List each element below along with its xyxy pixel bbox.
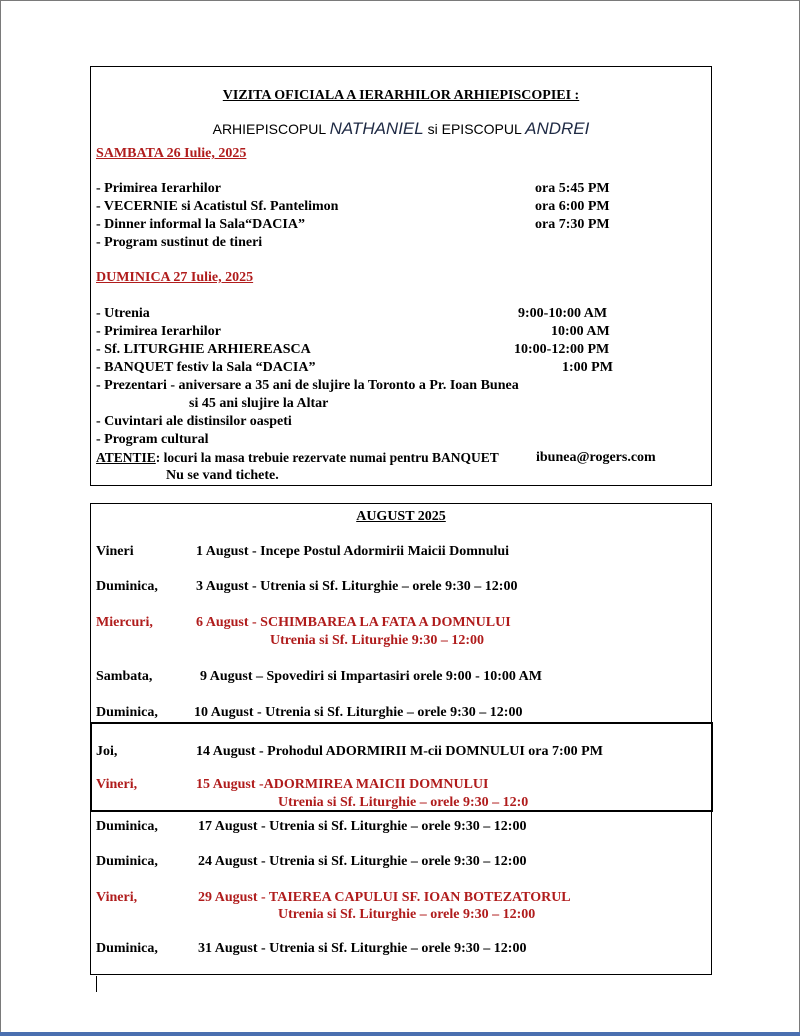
august-heading: AUGUST 2025 — [356, 509, 446, 524]
august-event: 15 August -ADORMIREA MAICII DOMNULUI — [196, 777, 489, 792]
text-cursor — [96, 976, 97, 992]
day1-item: - Primirea Ierarhilor — [96, 181, 221, 196]
day2-item-time: 1:00 PM — [562, 360, 613, 375]
august-event: 9 August – Spovediri si Impartasiri orele 9:00 - 10:00 AM — [200, 669, 542, 684]
day2-item: - BANQUET festiv la Sala “DACIA” — [96, 360, 316, 375]
day2-item-time: 9:00-10:00 AM — [518, 306, 608, 321]
august-event-detail: Utrenia si Sf. Liturghie – orele 9:30 – 12:0 — [278, 795, 529, 810]
august-event: 31 August - Utrenia si Sf. Liturghie – orele 9:30 – 12:00 — [198, 941, 527, 956]
day2-item: - Prezentari - aniversare a 35 ani de slujire la Toronto a Pr. Ioan Bunea — [96, 378, 519, 393]
contact-email[interactable]: ibunea@rogers.com — [536, 450, 656, 465]
august-event: 17 August - Utrenia si Sf. Liturghie – orele 9:30 – 12:00 — [198, 819, 527, 834]
day2-item: - Utrenia — [96, 306, 150, 321]
day1-item: - Program sustinut de tineri — [96, 235, 263, 250]
day1-heading: SAMBATA 26 Iulie, 2025 — [96, 146, 247, 161]
august-day: Miercuri, — [96, 615, 153, 630]
hierarchs-name-1: NATHANIEL — [329, 119, 424, 138]
august-day: Duminica, — [96, 941, 158, 956]
august-event: 6 August - SCHIMBAREA LA FATA A DOMNULUI — [196, 615, 511, 630]
day2-item: si 45 ani slujire la Altar — [189, 396, 329, 411]
no-tickets-note: Nu se vand tichete. — [166, 468, 279, 483]
day2-item: - Program cultural — [96, 432, 209, 447]
day2-item-time: 10:00 AM — [551, 324, 610, 339]
hierarchs-text-b: si EPISCOPUL — [423, 121, 526, 137]
attention-label: ATENTIE — [96, 450, 156, 465]
august-day: Duminica, — [96, 854, 158, 869]
hierarchs-line — [90, 121, 712, 137]
visit-heading: VIZITA OFICIALA A IERARHILOR ARHIEPISCOPIEI : — [222, 88, 580, 103]
day2-item: - Sf. LITURGHIE ARHIEREASCA — [96, 342, 311, 357]
august-day: Vineri, — [96, 777, 138, 792]
august-event: 29 August - TAIEREA CAPULUI SF. IOAN BOTEZATORUL — [198, 890, 571, 905]
august-day: Vineri, — [96, 890, 138, 905]
day2-heading: DUMINICA 27 Iulie, 2025 — [96, 270, 254, 285]
august-day: Duminica, — [96, 579, 158, 594]
august-day: Vineri — [96, 544, 134, 559]
day1-item-time: ora 5:45 PM — [535, 181, 610, 196]
august-day: Duminica, — [96, 705, 158, 720]
hierarchs-name-2: ANDREI — [525, 119, 590, 138]
day2-item: - Cuvintari ale distinsilor oaspeti — [96, 414, 292, 429]
day2-item: - Primirea Ierarhilor — [96, 324, 221, 339]
august-day: Joi, — [96, 744, 118, 759]
august-event-detail: Utrenia si Sf. Liturghie – orele 9:30 – 12:00 — [278, 907, 536, 922]
day1-item-time: ora 6:00 PM — [535, 199, 610, 214]
attention-line — [96, 450, 499, 466]
august-day: Duminica, — [96, 819, 158, 834]
august-event: 3 August - Utrenia si Sf. Liturghie – orele 9:30 – 12:00 — [196, 579, 518, 594]
august-event: 24 August - Utrenia si Sf. Liturghie – orele 9:30 – 12:00 — [198, 854, 527, 869]
august-event: 1 August - Incepe Postul Adormirii Maicii Domnului — [196, 544, 510, 559]
hierarchs-text-a: ARHIEPISCOPUL — [212, 121, 330, 137]
august-event-detail: Utrenia si Sf. Liturghie 9:30 – 12:00 — [270, 633, 485, 648]
august-event: 10 August - Utrenia si Sf. Liturghie – orele 9:30 – 12:00 — [194, 705, 523, 720]
august-event: 14 August - Prohodul ADORMIRII M-cii DOMNULUI ora 7:00 PM — [196, 744, 603, 759]
day1-item-time: ora 7:30 PM — [535, 217, 610, 232]
day2-item-time: 10:00-12:00 PM — [514, 342, 610, 357]
window-bottom-edge — [0, 1032, 800, 1036]
day1-item: - Dinner informal la Sala“DACIA” — [96, 217, 305, 232]
attention-text: : locuri la masa trebuie rezervate numai pentru BANQUET — [155, 450, 499, 465]
august-day: Sambata, — [96, 669, 153, 684]
day1-item: - VECERNIE si Acatistul Sf. Pantelimon — [96, 199, 339, 214]
